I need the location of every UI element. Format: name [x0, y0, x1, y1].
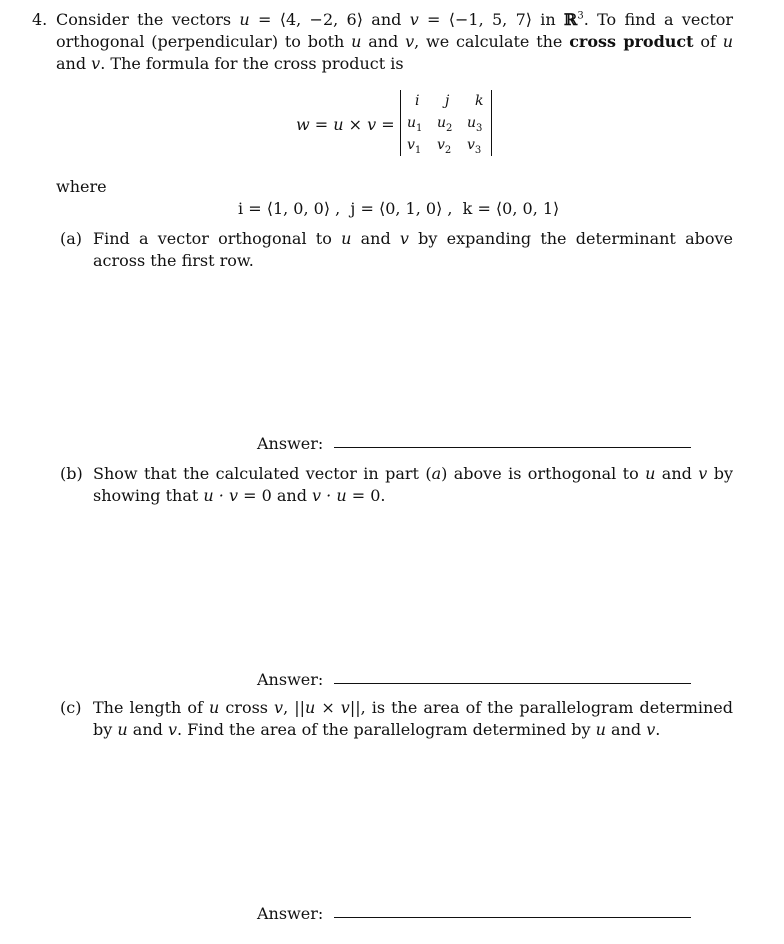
answer-line-c[interactable] — [334, 917, 691, 918]
unit-vector-k: k = ⟨0, 0, 1⟩ — [462, 199, 560, 218]
matrix-cell: $v_3$ — [467, 137, 482, 156]
unit-vectors — [238, 198, 559, 220]
part-b-text: Show that the calculated vector in part (a) above is orthogonal to u and v by showing that u · v = 0 and v · u = 0. — [93, 464, 733, 505]
matrix-cell: $v_1$ — [407, 137, 422, 156]
matrix-cell: j — [445, 93, 450, 109]
part-a-text: Find a vector orthogonal to u and v by expanding the determinant above across the first row. — [93, 229, 733, 270]
formula-lhs: w = u × v = — [296, 115, 395, 134]
part-b-label: (b) — [60, 464, 83, 483]
answer-line-a[interactable] — [334, 447, 691, 448]
matrix-cell: $u_2$ — [437, 115, 453, 134]
part-c-label: (c) — [60, 698, 82, 717]
problem-number: 4. — [32, 10, 48, 29]
part-a-label: (a) — [60, 229, 83, 248]
matrix-cell: $v_2$ — [437, 137, 452, 156]
matrix-cell: $u_3$ — [467, 115, 483, 134]
matrix-cell: k — [475, 93, 484, 109]
part-c-text: The length of u cross v, ||u × v||, is the area of the parallelogram determined by u and v. Find the area of the parallelogram determined by u and v. — [93, 698, 734, 739]
cross-product-term: cross product — [569, 32, 694, 51]
where-label: where — [56, 177, 107, 196]
answer-label-a: Answer: — [257, 434, 324, 453]
answer-label-b: Answer: — [257, 670, 324, 689]
answer-line-b[interactable] — [334, 683, 691, 684]
unit-vector-j: j = ⟨0, 1, 0⟩ , — [350, 199, 453, 218]
matrix-cell: $u_1$ — [407, 115, 423, 134]
matrix-cell: i — [415, 93, 420, 109]
problem-intro: Consider the vectors u = ⟨4, −2, 6⟩ and v = ⟨−1, 5, 7⟩ in ℝ$^3$. To find a vector orthogonal (perpendicular) to both u and v, we calculate the cross product of u and v. The formula for the cross product is — [56, 10, 734, 73]
unit-vector-i: i = ⟨1, 0, 0⟩ , — [238, 199, 341, 218]
answer-label-c: Answer: — [257, 904, 324, 923]
determinant-matrix — [400, 90, 492, 156]
